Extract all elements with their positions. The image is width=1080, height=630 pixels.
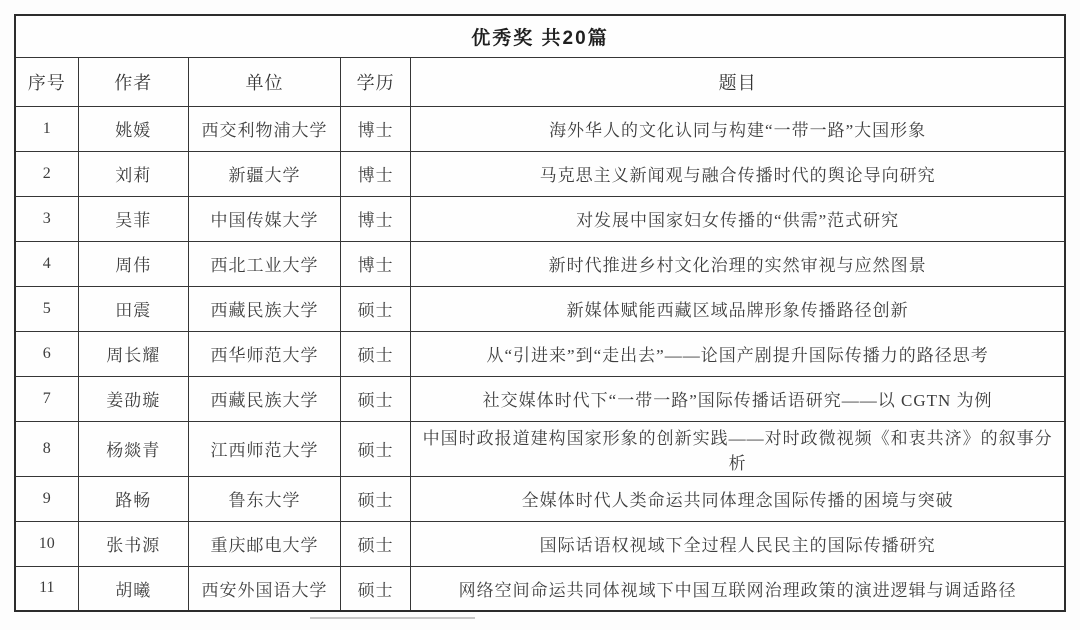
table-row <box>15 331 1065 376</box>
cell-org: 江西师范大学 <box>188 421 340 476</box>
cell-author: 吴菲 <box>78 196 188 241</box>
cell-no: 7 <box>15 376 78 421</box>
cell-degree: 硕士 <box>341 286 411 331</box>
cell-author: 胡曦 <box>78 566 188 611</box>
cell-no: 9 <box>15 476 78 521</box>
table-row <box>15 241 1065 286</box>
cell-no: 4 <box>15 241 78 286</box>
cell-no: 5 <box>15 286 78 331</box>
cell-title: 新媒体赋能西藏区域品牌形象传播路径创新 <box>411 286 1065 331</box>
cell-author: 杨燚青 <box>78 421 188 476</box>
cell-title: 从“引进来”到“走出去”——论国产剧提升国际传播力的路径思考 <box>411 331 1065 376</box>
cell-title: 对发展中国家妇女传播的“供需”范式研究 <box>411 196 1065 241</box>
cell-no: 10 <box>15 521 78 566</box>
cell-title: 全媒体时代人类命运共同体理念国际传播的困境与突破 <box>411 476 1065 521</box>
table-header-row <box>15 57 1065 106</box>
col-header-no: 序号 <box>15 57 78 106</box>
cell-title: 马克思主义新闻观与融合传播时代的舆论导向研究 <box>411 151 1065 196</box>
cell-degree: 博士 <box>341 106 411 151</box>
table-row <box>15 421 1065 476</box>
cell-title: 网络空间命运共同体视域下中国互联网治理政策的演进逻辑与调适路径 <box>411 566 1065 611</box>
cell-degree: 硕士 <box>341 331 411 376</box>
cell-author: 刘莉 <box>78 151 188 196</box>
cell-author: 路畅 <box>78 476 188 521</box>
cell-title: 社交媒体时代下“一带一路”国际传播话语研究——以 CGTN 为例 <box>411 376 1065 421</box>
cell-degree: 博士 <box>341 151 411 196</box>
cell-author: 周伟 <box>78 241 188 286</box>
cell-org: 西藏民族大学 <box>188 376 340 421</box>
cell-org: 西华师范大学 <box>188 331 340 376</box>
cell-org: 西藏民族大学 <box>188 286 340 331</box>
cell-org: 西北工业大学 <box>188 241 340 286</box>
table-row <box>15 286 1065 331</box>
cell-degree: 硕士 <box>341 521 411 566</box>
cell-org: 重庆邮电大学 <box>188 521 340 566</box>
table-row <box>15 196 1065 241</box>
cell-title: 国际话语权视域下全过程人民民主的国际传播研究 <box>411 521 1065 566</box>
cell-no: 11 <box>15 566 78 611</box>
cell-degree: 硕士 <box>341 566 411 611</box>
cell-author: 姚媛 <box>78 106 188 151</box>
cropped-next-row-line <box>310 617 475 619</box>
table-row <box>15 151 1065 196</box>
cell-org: 鲁东大学 <box>188 476 340 521</box>
cell-org: 西安外国语大学 <box>188 566 340 611</box>
cell-author: 田震 <box>78 286 188 331</box>
cell-degree: 硕士 <box>341 476 411 521</box>
table-row <box>15 376 1065 421</box>
cell-no: 3 <box>15 196 78 241</box>
cell-author: 周长耀 <box>78 331 188 376</box>
col-header-org: 单位 <box>188 57 340 106</box>
col-header-author: 作者 <box>78 57 188 106</box>
cell-org: 新疆大学 <box>188 151 340 196</box>
cell-degree: 博士 <box>341 196 411 241</box>
cell-no: 2 <box>15 151 78 196</box>
table-row <box>15 476 1065 521</box>
cell-author: 张书源 <box>78 521 188 566</box>
cell-degree: 博士 <box>341 241 411 286</box>
awards-table <box>14 14 1066 612</box>
table-title: 优秀奖 共20篇 <box>15 15 1065 57</box>
cell-org: 中国传媒大学 <box>188 196 340 241</box>
table-row <box>15 106 1065 151</box>
cell-no: 8 <box>15 421 78 476</box>
cell-degree: 硕士 <box>341 376 411 421</box>
cell-degree: 硕士 <box>341 421 411 476</box>
table-body <box>15 106 1065 611</box>
cell-author: 姜劭璇 <box>78 376 188 421</box>
cell-title: 海外华人的文化认同与构建“一带一路”大国形象 <box>411 106 1065 151</box>
table-row <box>15 566 1065 611</box>
table-row <box>15 521 1065 566</box>
cell-title: 中国时政报道建构国家形象的创新实践——对时政微视频《和衷共济》的叙事分析 <box>411 421 1065 476</box>
cell-no: 1 <box>15 106 78 151</box>
cell-org: 西交利物浦大学 <box>188 106 340 151</box>
cell-no: 6 <box>15 331 78 376</box>
table-title-row <box>15 15 1065 57</box>
col-header-degree: 学历 <box>341 57 411 106</box>
cell-title: 新时代推进乡村文化治理的实然审视与应然图景 <box>411 241 1065 286</box>
col-header-title: 题目 <box>411 57 1065 106</box>
